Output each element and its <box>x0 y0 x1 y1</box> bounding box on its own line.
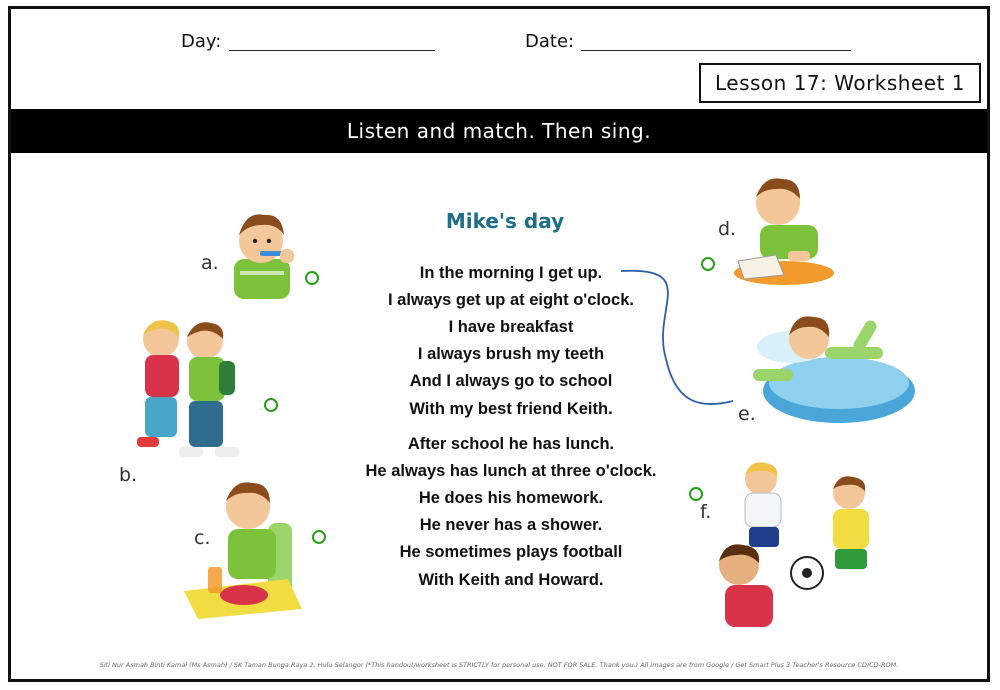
song-line: He always has lunch at three o'clock. <box>365 462 657 480</box>
song-title: Mike's day <box>445 209 565 233</box>
label-b: b. <box>119 464 138 486</box>
footer-credits: Siti Nur Asmah Binti Kamal (Ms Asmah) / SK Taman Bunga Raya 2, Hulu Selangor (*This handout/worksheet is STRICTLY for personal use, NOT FOR SALE. Thank you.) All images are from Google / Get Smart Plus 3 Teacher's Resource CD/CD-ROM. <box>99 661 899 669</box>
song-line: And I always go to school <box>409 372 613 390</box>
day-label: Day: <box>181 31 222 52</box>
label-c: c. <box>194 527 211 549</box>
label-a: a. <box>201 252 219 274</box>
label-f: f. <box>700 501 712 523</box>
song-line: He sometimes plays football <box>399 543 623 561</box>
answer-circle-d[interactable] <box>701 257 715 271</box>
picture-going-to-school <box>123 311 251 471</box>
answer-circle-c[interactable] <box>312 530 326 544</box>
picture-getting-up <box>739 299 919 429</box>
song-line: I always get up at eight o'clock. <box>388 291 634 309</box>
instruction-banner: Listen and match. Then sing. <box>11 109 987 153</box>
song-line: I always brush my teeth <box>417 345 605 363</box>
song-line: In the morning I get up. <box>419 264 603 282</box>
picture-having-breakfast <box>176 473 306 623</box>
label-d: d. <box>718 218 737 240</box>
picture-doing-homework <box>726 167 836 292</box>
song-line: After school he has lunch. <box>407 435 615 453</box>
song-line: I have breakfast <box>448 318 574 336</box>
answer-circle-a[interactable] <box>305 271 319 285</box>
lesson-title: Lesson 17: Worksheet 1 <box>699 63 981 103</box>
date-label: Date: <box>525 31 575 52</box>
answer-circle-b[interactable] <box>264 398 278 412</box>
worksheet <box>8 6 990 682</box>
song-line: He does his homework. <box>418 489 604 507</box>
picture-brushing-teeth <box>216 201 306 301</box>
picture-playing-football <box>699 457 919 632</box>
song-line: With Keith and Howard. <box>418 571 604 589</box>
song-line: He never has a shower. <box>419 516 603 534</box>
label-e: e. <box>738 403 756 425</box>
song-line: With my best friend Keith. <box>409 400 613 418</box>
